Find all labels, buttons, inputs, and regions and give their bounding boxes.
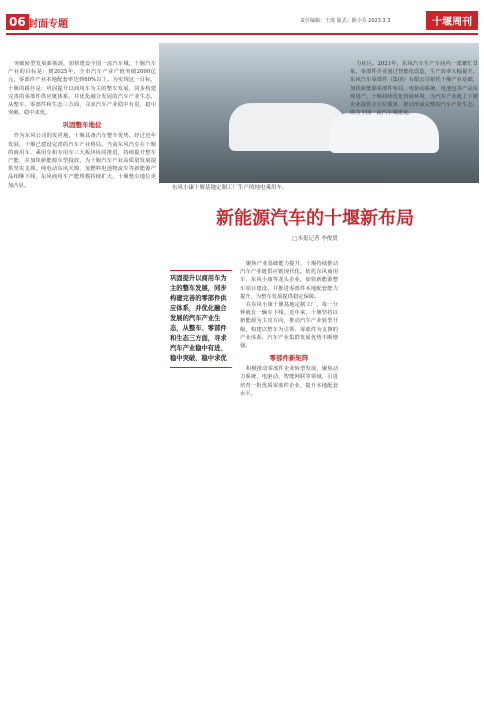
column-2 — [240, 260, 338, 700]
article-title: 新能源汽车的十堰新布局 — [216, 208, 414, 229]
body-paragraph: 聚焦产业基础能力提升，十堰持续推动汽车产业链供应链现代化。依托东风商用车、东风小康等龙头企业，加快新能源整车项目建设，并推进零部件本地配套能力提升，为整车发展提供稳定保障。 — [240, 261, 338, 300]
pull-quote: 巩固提升以商用车为主的整车发展，同步构建完善的零部件供应体系，并优化融合发展的汽车产业生态，从整车、零部件和生态三方面，寻求汽车产业稳中有进、稳中突破、稳中求优 — [170, 270, 232, 368]
subheading-vehicle: 巩固整车地位 — [62, 121, 102, 130]
header-rule — [6, 33, 478, 35]
newspaper-brand: 十堰周刊 — [426, 11, 478, 30]
column-3 — [350, 60, 478, 700]
page-header — [0, 0, 484, 40]
body-paragraph: 力社区。2021年，东风汽车生产车间内一派繁忙景象。零部件企业通过智能化改造，生产效率大幅提升。东风汽车零部件（集团）有限公司依托十堰产业基础，加快新能源零部件布局，电驱动系统、电池包等产品实现量产。十堰持续优化营商环境，为汽车产业链上下游企业提供全方位服务，推动形成完整的汽车产业生态，助力全国一流汽车城建设。 — [350, 61, 478, 117]
page-number: 06 — [6, 14, 29, 30]
column-1 — [8, 60, 156, 700]
body-paragraph: 在东风小康十堰基地定制工厂，每一分钟就有一辆车下线。近年来，十堰坚持以新能源为主攻方向，推动汽车产业转型升级，构建以整车为引领、零部件为支撑的产业体系，汽车产业集群发展优势不断增强。 — [240, 302, 338, 350]
photo-caption: 东风小康十堰基地定制工厂生产的纯电乘用车。 — [172, 185, 288, 191]
body-paragraph: 积极推动零部件企业转型发展，聚焦动力系统、电驱动、智能网联等领域，引进培育一批优质零部件企业，提升本地配套水平。 — [240, 366, 338, 397]
subheading-parts: 零部件新矩阵 — [269, 354, 309, 363]
section-title: 封面专题 — [28, 19, 68, 30]
body-paragraph: 作为东风公司的发祥地，十堰具备汽车整车优势。经过近年发展，十堰已建设完善的汽车产业格局。当前东风汽车在十堰的商用车、乘用车和专用车三大板块协同推进，持续提升整车产能，并加快新能源车型投放，为十堰汽车产业高质量发展提供坚实支撑。纯电动东风天锦、氢燃料电池物流车等新能源产品相继下线，东风商用车产能规模持续扩大，十堰整车地位更加凸显。 — [8, 133, 156, 189]
editor-meta: 责任编辑：王琦 版式：陈小芬 2023.3.3 — [300, 18, 391, 24]
intro-paragraph: 突破转型发展新瓶颈，加快建设全国一流汽车城。十堰汽车产业的目标是：到2025年，全市汽车产业产值突破2000亿元，零部件产业本地配套率达到60%以上。为实现这一目标，十堰的路径是：巩固提升以商用车为主的整车发展，同步构建完善的零部件供应链体系，并优化融合发展的汽车产业生态，从整车、零部件和生态三方面，寻求汽车产业稳中有进、稳中突破、稳中求优。 — [8, 61, 156, 117]
article-byline: □本报记者 李俊贤 — [292, 236, 338, 242]
